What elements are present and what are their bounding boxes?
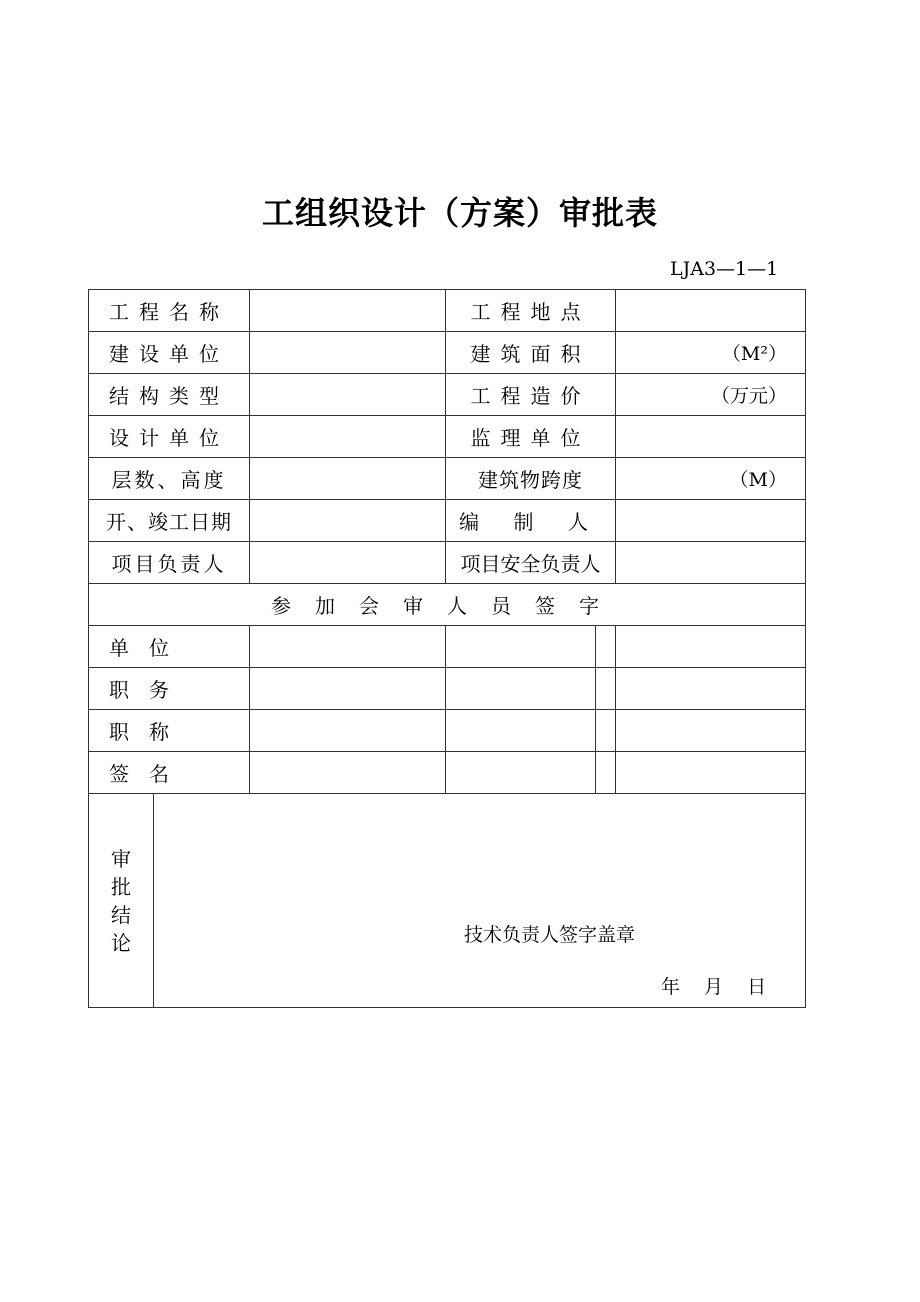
- section-header-row: [89, 584, 806, 626]
- sign-row-label-unit: 单位: [89, 626, 250, 668]
- sign-cell[interactable]: [446, 668, 596, 710]
- owner-unit-label: 建设单位: [89, 332, 250, 374]
- approval-conclusion-label: [89, 794, 154, 1008]
- start-end-date-label: 开、竣工日期: [89, 500, 250, 542]
- info-row: [89, 290, 806, 332]
- conclusion-date: 年 月 日: [661, 976, 767, 998]
- project-manager-field[interactable]: [250, 542, 446, 584]
- compiler-field[interactable]: [616, 500, 806, 542]
- conclusion-label-char: 审: [111, 846, 131, 871]
- form-code: LJA3—1—1: [670, 258, 779, 280]
- sign-row-label-title: 职称: [89, 710, 250, 752]
- sign-cell[interactable]: [616, 710, 806, 752]
- info-row: [89, 542, 806, 584]
- project-name-field[interactable]: [250, 290, 446, 332]
- project-location-field[interactable]: [616, 290, 806, 332]
- sign-cell[interactable]: [446, 626, 596, 668]
- sign-row: [89, 752, 806, 794]
- sign-cell[interactable]: [250, 626, 446, 668]
- supervision-unit-label: 监理单位: [446, 416, 616, 458]
- floors-height-label: 层数、高度: [89, 458, 250, 500]
- sign-cell[interactable]: [250, 752, 446, 794]
- project-name-label: 工程名称: [89, 290, 250, 332]
- conclusion-label-char: 结: [111, 902, 131, 927]
- sign-cell[interactable]: [596, 626, 616, 668]
- sign-cell[interactable]: [596, 668, 616, 710]
- sign-cell[interactable]: [616, 752, 806, 794]
- conclusion-label-char: 论: [111, 930, 131, 955]
- project-cost-label: 工程造价: [446, 374, 616, 416]
- sign-row-label-signature: 签名: [89, 752, 250, 794]
- info-row: [89, 458, 806, 500]
- conclusion-row: [89, 794, 806, 1008]
- sign-cell[interactable]: [250, 710, 446, 752]
- sign-row: [89, 626, 806, 668]
- design-unit-label: 设计单位: [89, 416, 250, 458]
- sign-cell[interactable]: [250, 668, 446, 710]
- building-span-field[interactable]: （M）: [616, 458, 806, 500]
- sign-row: [89, 668, 806, 710]
- start-end-date-field[interactable]: [250, 500, 446, 542]
- review-signature-section-title: 参加会审人员签字: [89, 584, 806, 626]
- sign-row-label-position: 职务: [89, 668, 250, 710]
- building-area-label: 建筑面积: [446, 332, 616, 374]
- sign-cell[interactable]: [616, 668, 806, 710]
- design-unit-field[interactable]: [250, 416, 446, 458]
- owner-unit-field[interactable]: [250, 332, 446, 374]
- safety-manager-label: 项目安全负责人: [446, 542, 616, 584]
- building-area-field[interactable]: （M²）: [616, 332, 806, 374]
- conclusion-label-char: 批: [111, 874, 131, 899]
- structure-type-label: 结构类型: [89, 374, 250, 416]
- structure-type-field[interactable]: [250, 374, 446, 416]
- building-span-label: 建筑物跨度: [446, 458, 616, 500]
- sign-row: [89, 710, 806, 752]
- project-location-label: 工程地点: [446, 290, 616, 332]
- compiler-label: 编 制 人: [446, 500, 616, 542]
- supervision-unit-field[interactable]: [616, 416, 806, 458]
- approval-form-table: [88, 289, 806, 1008]
- sign-cell[interactable]: [446, 752, 596, 794]
- sign-cell[interactable]: [596, 752, 616, 794]
- info-row: [89, 332, 806, 374]
- info-row: [89, 416, 806, 458]
- info-row: [89, 374, 806, 416]
- sign-cell[interactable]: [616, 626, 806, 668]
- sign-cell[interactable]: [446, 710, 596, 752]
- project-cost-field[interactable]: （万元）: [616, 374, 806, 416]
- floors-height-field[interactable]: [250, 458, 446, 500]
- tech-lead-signature-line: 技术负责人签字盖章: [464, 924, 636, 946]
- sign-cell[interactable]: [596, 710, 616, 752]
- project-manager-label: 项目负责人: [89, 542, 250, 584]
- safety-manager-field[interactable]: [616, 542, 806, 584]
- approval-conclusion-field[interactable]: [154, 794, 806, 1008]
- info-row: [89, 500, 806, 542]
- form-title: 工组织设计（方案）审批表: [261, 194, 658, 232]
